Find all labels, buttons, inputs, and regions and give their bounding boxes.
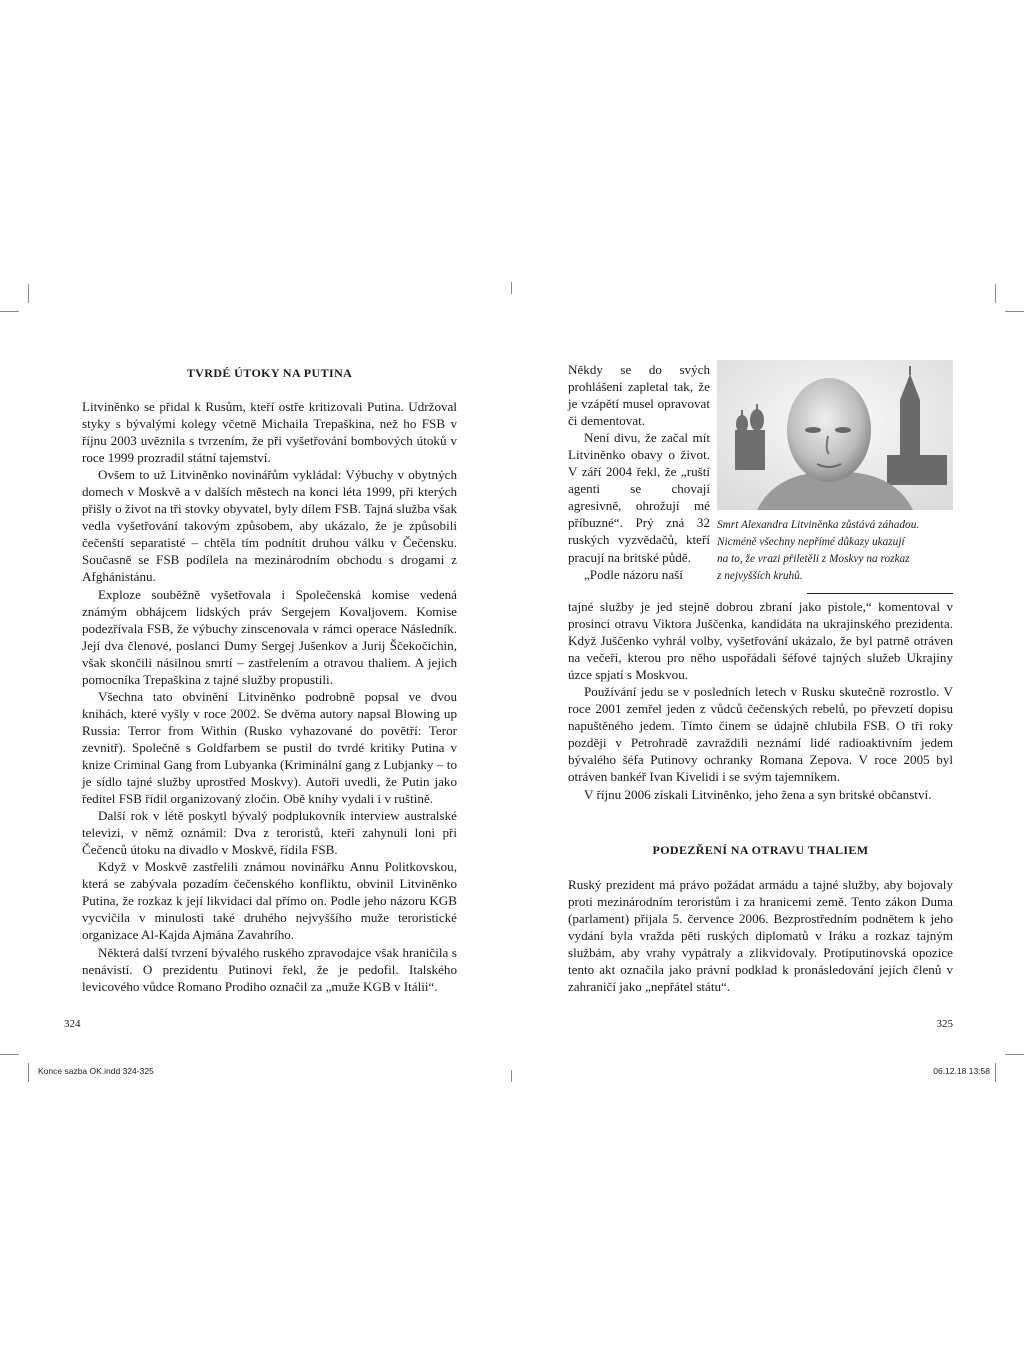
page-number: 325 bbox=[936, 1018, 953, 1030]
caption-line: na to, že vrazi přiletěli z Moskvy na rozkaz bbox=[717, 553, 910, 565]
paragraph: V říjnu 2006 získali Litviněnko, jeho žena a syn britské občanství. bbox=[584, 786, 932, 802]
caption-line: Nicméně všechny nepřímé důkazy ukazují bbox=[717, 536, 905, 548]
right-body-text bbox=[568, 598, 953, 803]
section-heading: PODEZŘENÍ NA OTRAVU THALIEM bbox=[652, 843, 869, 857]
paragraph: Exploze souběžně vyšetřovala i Společenská komise vedená známým obhájcem lidských práv Sergejem Kovaljovem. Komise podezřívala FSB, že výbuchy zinscenovala v rámci operace Následník. Její dva členové, poslanci Dumy Sergej Jušenkov a Jurij Ščekočichin, však skončili násilnou smrtí – zastřelením a otravou thaliem. A jejich pomocníka Trepaškina z tajné služby propustili. bbox=[82, 586, 457, 687]
crop-mark bbox=[511, 1070, 512, 1082]
crop-mark bbox=[1005, 1054, 1024, 1055]
crop-mark bbox=[28, 1063, 29, 1082]
crop-mark bbox=[0, 1054, 19, 1055]
paragraph: Když v Moskvě zastřelili známou novinářku Annu Politkovskou, která se zabývala pozadím čečenského konfliktu, obvinil Litviněnko Putina, že rozkaz k její likvidaci dal přímo on. Podle jeho názoru KGB vycvičila v minulosti také druhého nejvyššího muže teroristické organizace Al-Kajda Ajmána Zavahrího. bbox=[82, 859, 457, 943]
paragraph: Není divu, že začal mít Litviněnko obavy o život. V září 2004 řekl, že „ruští agenti se chovají agresivně, ohrožují mé příbuzné“. Prý zná 32 ruských vyzvědačů, kteří pracují na britské půdě. bbox=[568, 430, 710, 565]
paragraph: tajné služby je jed stejně dobrou zbraní jako pistole,“ komentoval v prosinci otravu Viktora Juščenka, kandidáta na ukrajinského prezidenta. Když Juščenko vyhrál volby, vyšetřování ukázalo, že byl patrně otráven na večeři, kterou pro něho uspořádali šéfové tajných služeb Ukrajiny úzce spjatí s Moskvou. bbox=[568, 599, 953, 683]
paragraph: Další rok v létě poskytl bývalý podplukovník interview australské televizi, v němž oznámil: Dva z teroristů, kteří zahynuli loni při Čečenců útoku na divadlo v Moskvě, řídila FSB. bbox=[82, 808, 457, 858]
slug-file: Konce sazba OK.indd 324-325 bbox=[38, 1066, 154, 1076]
caption-rule bbox=[807, 593, 953, 594]
crop-mark bbox=[0, 311, 19, 312]
photo-caption bbox=[717, 517, 953, 585]
caption-line: z nejvyšších kruhů. bbox=[717, 570, 803, 582]
paragraph: Ovšem to už Litviněnko novinářům vykládal: Výbuchy v obytných domech v Moskvě a v dalších městech na konci léta 1999, při kterých přišly o život na tři stovky obyvatel, byly dílem FSB. Tajná služba však vedla vyšetřování takovým způsobem, aby ukázalo, že je způsobili čečenští separatisté – chtěla tím podnítit druhou válku v Čečensku. Současně se FSB podílela na mezinárodním obchodu s drogami z Afghánistánu. bbox=[82, 467, 457, 585]
page-number: 324 bbox=[64, 1018, 81, 1030]
section-heading: TVRDÉ ÚTOKY NA PUTINA bbox=[186, 366, 353, 380]
paragraph: Litviněnko se přidal k Rusům, kteří ostře kritizovali Putina. Udržoval styky s bývalými kolegy včetně Michaila Trepaškina, než ho FSB v říjnu 2003 uvěznila s tvrzením, že při vyšetřování bombových útoků v roce 1999 prozradil státní tajemství. bbox=[82, 399, 457, 466]
crop-mark bbox=[511, 282, 512, 294]
left-body-text bbox=[82, 398, 457, 995]
paragraph: Některá další tvrzení bývalého ruského zpravodajce však hraničila s nenávistí. O prezidentu Putinovi řekl, že je pedofil. Italského levicového vůdce Romano Prodiho označil za „muže KGB v Itálii“. bbox=[82, 944, 457, 994]
crop-mark bbox=[28, 284, 29, 303]
paragraph: „Podle názoru naší bbox=[584, 566, 683, 582]
crop-mark bbox=[995, 284, 996, 303]
wrap-text bbox=[568, 361, 710, 583]
right-page bbox=[512, 0, 1024, 1365]
paragraph: Všechna tato obvinění Litviněnko podrobně popsal ve dvou knihách, které vyšly v roce 2002. Se dvěma autory napsal Blowing up Russia: Terror from Within (Rusko vyhazované do povětří: Teror zevnitř). Společně s Goldfarbem se pustil do tvrdé kritiky Putina v knize Criminal Gang from Lubyanka (Kriminální gang z Lubjanky – to je sídlo tajné služby uprostřed Moskvy). Autoři uvedli, že Putin jako ředitel FSB řídil organizovaný zločin. Obě knihy vydali i v ruštině. bbox=[82, 688, 457, 807]
crop-mark bbox=[995, 1063, 996, 1082]
crop-mark bbox=[1005, 311, 1024, 312]
portrait-image bbox=[717, 360, 953, 510]
paragraph: Ruský prezident má právo požádat armádu a tajné služby, aby bojovaly proti mezinárodním teroristům i za hranicemi země. Tento zákon Duma (parlament) přijala 5. července 2006. Bezprostředním podnětem k jeho vydání byla vražda pěti ruských diplomatů v Iráku a rozkaz tajným službám, aby vrahy vypátraly a zlikvidovaly. Protiputinovská opozice tento akt označila jako právní podklad k pronásledování jejích členů v zahraničí jako „nepřátel státu“. bbox=[568, 877, 953, 995]
portrait-photo bbox=[717, 360, 953, 510]
paragraph: Někdy se do svých prohlášení zapletal tak, že je vzápětí musel opravovat či dementovat. bbox=[568, 362, 710, 429]
slug-date: 06.12.18 13:58 bbox=[933, 1066, 990, 1076]
paragraph: Používání jedu se v posledních letech v Rusku skutečně rozrostlo. V roce 2001 zemřel jeden z vůdců čečenských rebelů, po převzetí dopisu napuštěného jedem. Tímto činem se údajně chlubila FSB. O tři roky později v Petrohradě zavraždili neznámí lidé radioaktivním jedem bývalého šéfa Putinovy ochranky Romana Zepova. V roce 2005 byl otráven bankéř Ivan Kivelidi i se svým tajemníkem. bbox=[568, 684, 953, 785]
caption-line: Smrt Alexandra Litviněnka zůstává záhadou. bbox=[717, 519, 920, 531]
right-section2-text bbox=[568, 876, 953, 995]
